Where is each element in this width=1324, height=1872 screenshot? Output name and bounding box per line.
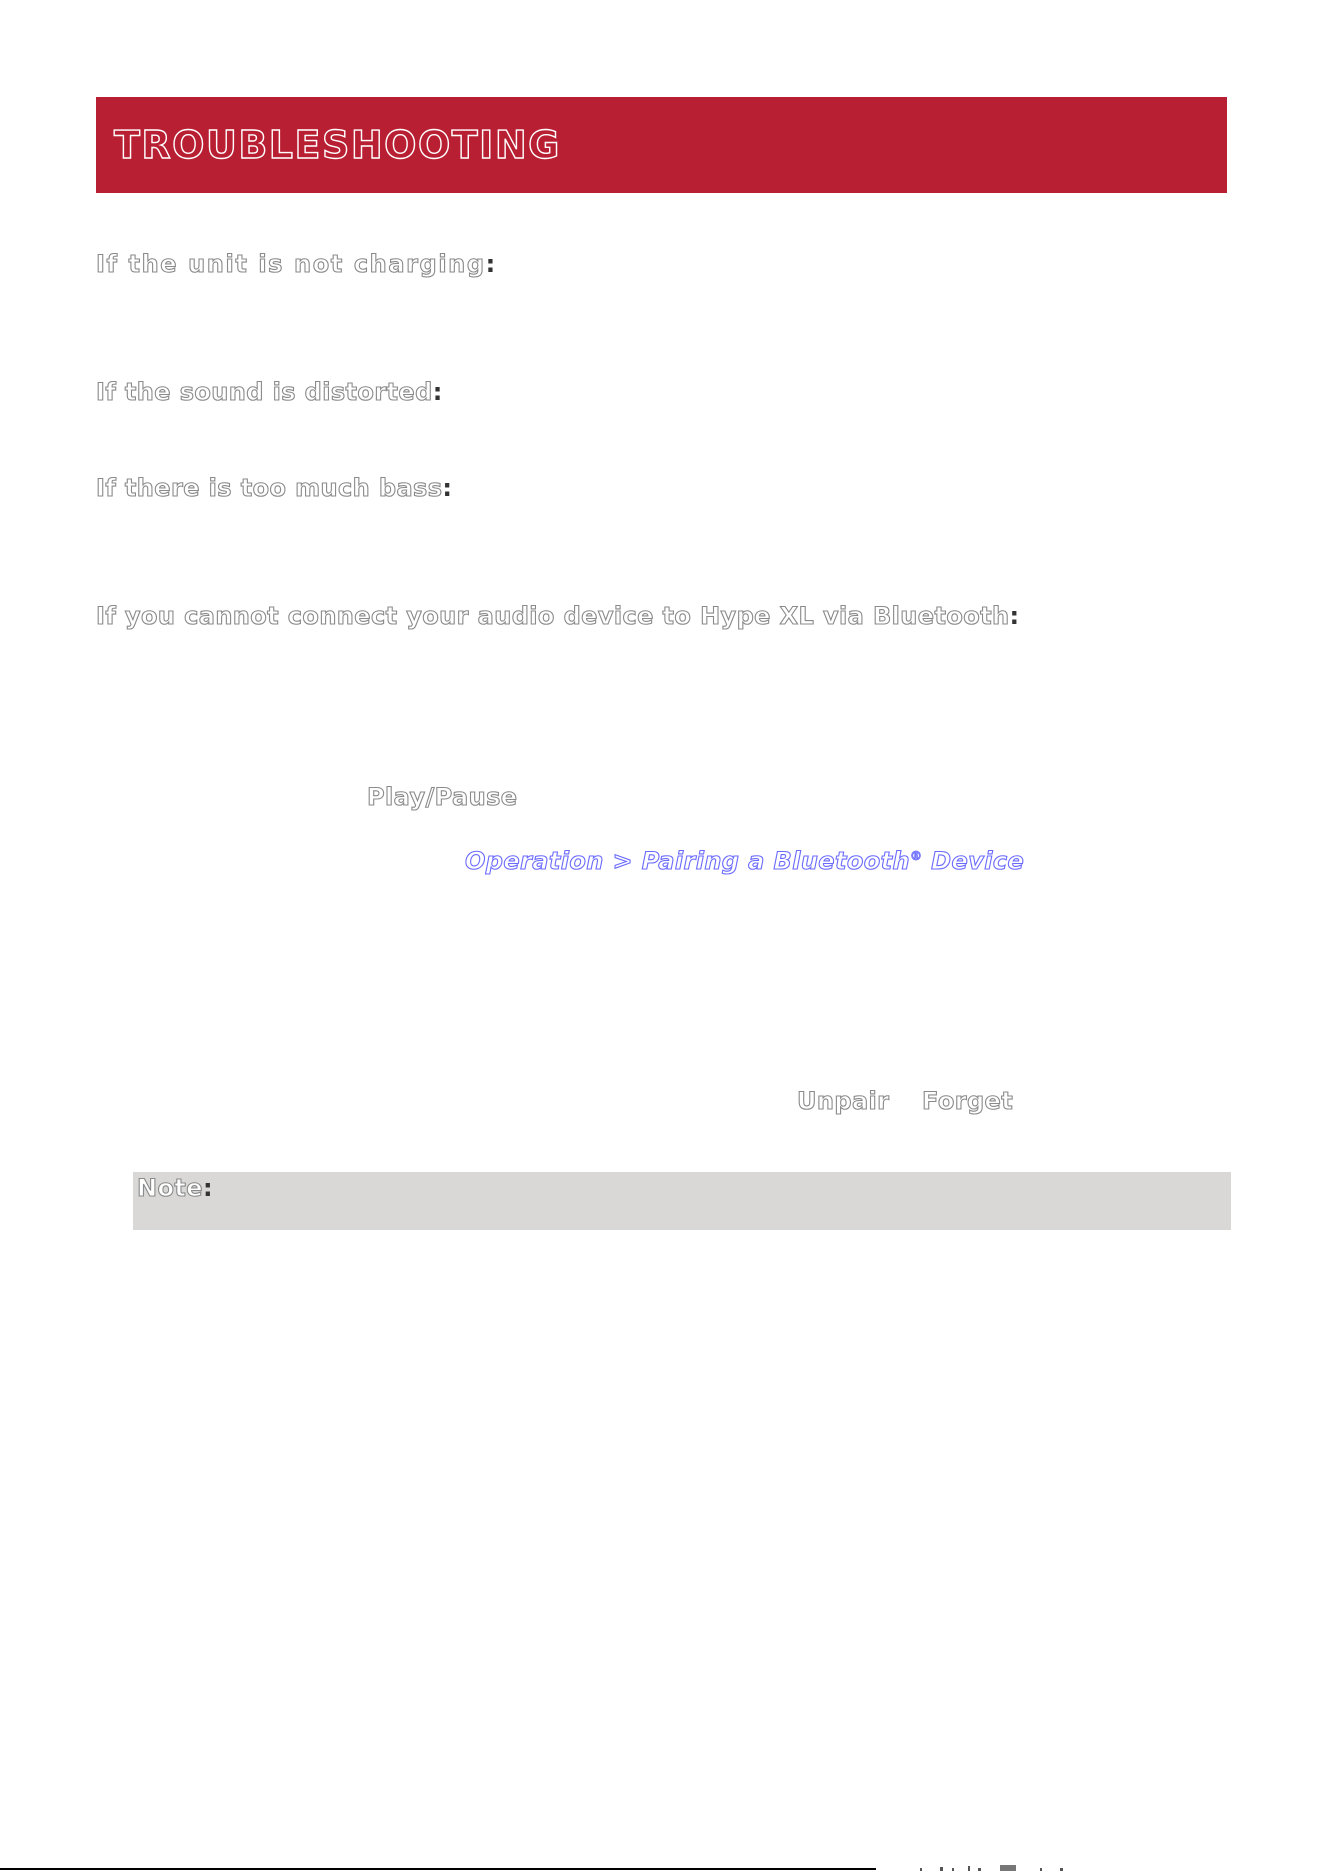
heading-colon: : (1009, 602, 1020, 630)
heading-not-charging-text: If the unit is not charging (96, 250, 486, 278)
note-colon: : (202, 1174, 213, 1202)
registered-mark: ® (910, 849, 923, 863)
forget-label: Forget (922, 1087, 1014, 1115)
heading-too-much-bass (96, 474, 452, 502)
note-box (133, 1172, 1231, 1230)
pairing-section-link[interactable] (465, 847, 1024, 875)
heading-colon: : (485, 250, 496, 278)
footer-marks (880, 1864, 1130, 1872)
footer-rule (0, 1868, 876, 1870)
heading-bluetooth-connect-text: If you cannot connect your audio device to Hype XL via Bluetooth (96, 602, 1010, 630)
heading-not-charging (96, 250, 496, 278)
pairing-link-text[interactable]: Operation > Pairing a Bluetooth (465, 847, 910, 875)
pairing-link-suffix[interactable]: Device (922, 847, 1025, 875)
heading-too-much-bass-text: If there is too much bass (96, 474, 443, 502)
unpair-label: Unpair (797, 1087, 890, 1115)
heading-colon: : (442, 474, 453, 502)
heading-sound-distorted (96, 378, 443, 406)
heading-sound-distorted-text: If the sound is distorted (96, 378, 433, 406)
note-label (137, 1174, 213, 1202)
heading-bluetooth-connect (96, 602, 1019, 630)
play-pause-label: Play/Pause (367, 783, 518, 811)
heading-colon: : (432, 378, 443, 406)
page-title: TROUBLESHOOTING (114, 123, 561, 167)
note-label-text: Note (137, 1174, 203, 1202)
section-banner (96, 97, 1227, 193)
